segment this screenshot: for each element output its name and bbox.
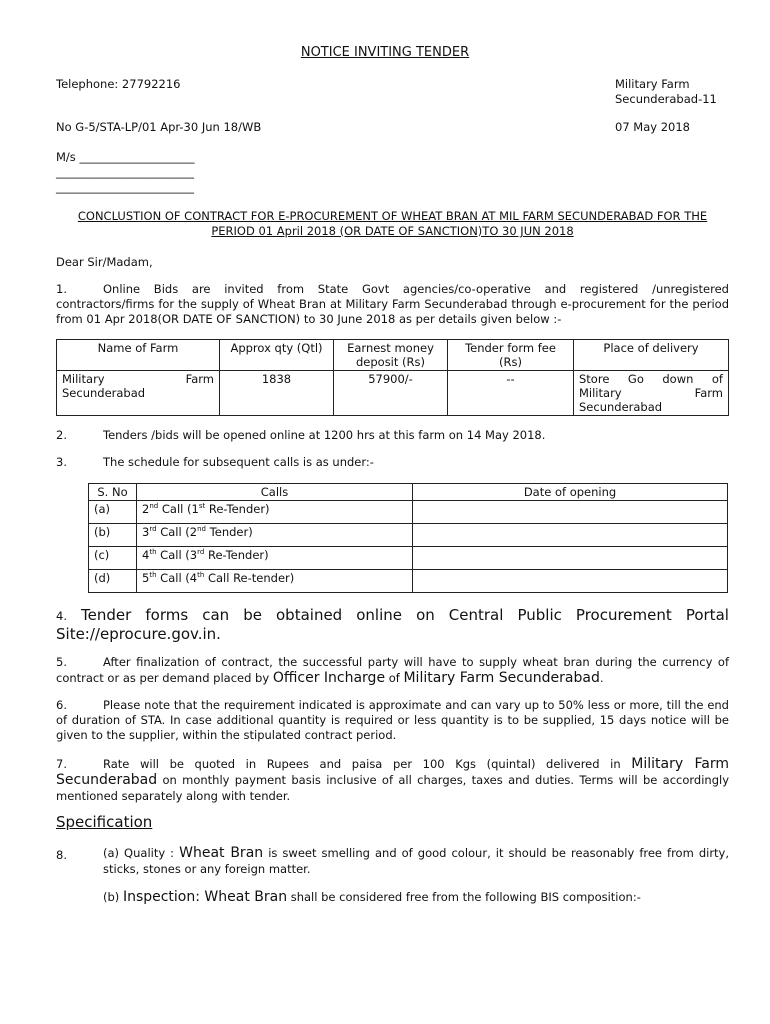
- cell-place-of-delivery: Store Go down of Military Farm Secunderabad: [574, 371, 729, 416]
- col-name-of-farm: Name of Farm: [57, 340, 220, 371]
- cell-approx-qty: 1838: [220, 371, 334, 416]
- cell-call: 3rd Call (2nd Tender): [137, 524, 413, 547]
- paragraph-4-line-1: 4. Tender forms can be obtained online on Central Public Procurement Portal: [56, 606, 729, 624]
- paragraph-8b: (b) Inspection: Wheat Bran shall be considered free from the following BIS composition:-: [103, 889, 641, 905]
- page-title: NOTICE INVITING TENDER: [300, 45, 470, 60]
- salutation: Dear Sir/Madam,: [56, 255, 153, 269]
- cell-sno: (c): [89, 547, 137, 570]
- cell-date: [413, 501, 728, 524]
- cell-farm-name: Military Farm Secunderabad: [57, 371, 220, 416]
- cell-call: 4th Call (3rd Re-Tender): [137, 547, 413, 570]
- cell-earnest-money: 57900/-: [334, 371, 448, 416]
- col-calls: Calls: [137, 484, 413, 501]
- cell-call: 2nd Call (1st Re-Tender): [137, 501, 413, 524]
- addressee-line-1: M/s ____________________: [56, 150, 195, 164]
- paragraph-1-number: 1.: [56, 282, 67, 296]
- paragraph-7: 7. Rate will be quoted in Rupees and paisa per 100 Kgs (quintal) delivered in Military Farm Secunderabad on monthly payment basis inclusive of all charges, taxes and duties. Terms will be accordingly mentioned separately along with tender.: [56, 756, 729, 803]
- cell-tender-fee: --: [448, 371, 574, 416]
- letter-date: 07 May 2018: [615, 120, 690, 134]
- cell-date: [413, 547, 728, 570]
- paragraph-1-text: Online Bids are invited from State Govt agencies/co-operative and registered /unregistered contractors/firms for the supply of Wheat Bran at Military Farm Secunderabad through e-procurement for the period from 01 Apr 2018(OR DATE OF SANCTION) to 30 June 2018 as per details given below :-: [56, 282, 729, 326]
- subject: CONCLUSTION OF CONTRACT FOR E-PROCUREMENT OF WHEAT BRAN AT MIL FARM SECUNDERABAD FOR THE PERIOD 01 April 2018 (OR DATE OF SANCTION)TO 30 JUN 2018: [77, 209, 708, 238]
- paragraph-2-text: Tenders /bids will be opened online at 1200 hrs at this farm on 14 May 2018.: [103, 428, 546, 442]
- col-earnest-money: Earnest money deposit (Rs): [334, 340, 448, 371]
- paragraph-1: [56, 282, 729, 327]
- address-line-2: Secunderabad-11: [615, 92, 717, 106]
- col-approx-qty: Approx qty (Qtl): [220, 340, 334, 371]
- paragraph-3-text: The schedule for subsequent calls is as under:-: [103, 455, 374, 469]
- cell-sno: (b): [89, 524, 137, 547]
- telephone: Telephone: 27792216: [56, 77, 181, 91]
- table-row: [89, 524, 728, 547]
- paragraph-8a: (a) Quality : Wheat Bran is sweet smelling and of good colour, it should be reasonably free from dirty, sticks, stones or any foreign matter.: [103, 845, 730, 876]
- paragraph-5: 5. After finalization of contract, the successful party will have to supply wheat bran during the currency of contract or as per demand placed by Officer Incharge of Military Farm Secunderabad.: [56, 655, 729, 686]
- cell-date: [413, 524, 728, 547]
- paragraph-6: 6. Please note that the requirement indicated is approximate and can vary up to 50% less or more, till the end of duration of STA. In case additional quantity is required or less quantity is to be supplied, 15 days notice will be given to the supplier, within the stipulated contract period.: [56, 698, 729, 742]
- addressee-line-3: ________________________: [56, 180, 194, 194]
- specification-heading: Specification: [56, 813, 153, 831]
- schedule-table: [88, 483, 728, 593]
- cell-date: [413, 570, 728, 593]
- col-sno: S. No: [89, 484, 137, 501]
- address-line-1: Military Farm: [615, 77, 690, 91]
- table-row: [89, 570, 728, 593]
- farm-details-table: [56, 339, 729, 416]
- cell-call: 5th Call (4th Call Re-tender): [137, 570, 413, 593]
- col-place-of-delivery: Place of delivery: [574, 340, 729, 371]
- paragraph-8-number: 8.: [56, 848, 67, 862]
- addressee-line-2: ________________________: [56, 165, 194, 179]
- table-row: [89, 547, 728, 570]
- paragraph-2-number: 2.: [56, 428, 67, 442]
- paragraph-4-number: 4.: [56, 609, 67, 623]
- cell-sno: (d): [89, 570, 137, 593]
- col-tender-fee: Tender form fee (Rs): [448, 340, 574, 371]
- reference-number: No G-5/STA-LP/01 Apr-30 Jun 18/WB: [56, 120, 262, 134]
- paragraph-3-number: 3.: [56, 455, 67, 469]
- portal-url: Site://eprocure.gov.in.: [56, 625, 221, 643]
- table-row: [89, 501, 728, 524]
- col-date-of-opening: Date of opening: [413, 484, 728, 501]
- cell-sno: (a): [89, 501, 137, 524]
